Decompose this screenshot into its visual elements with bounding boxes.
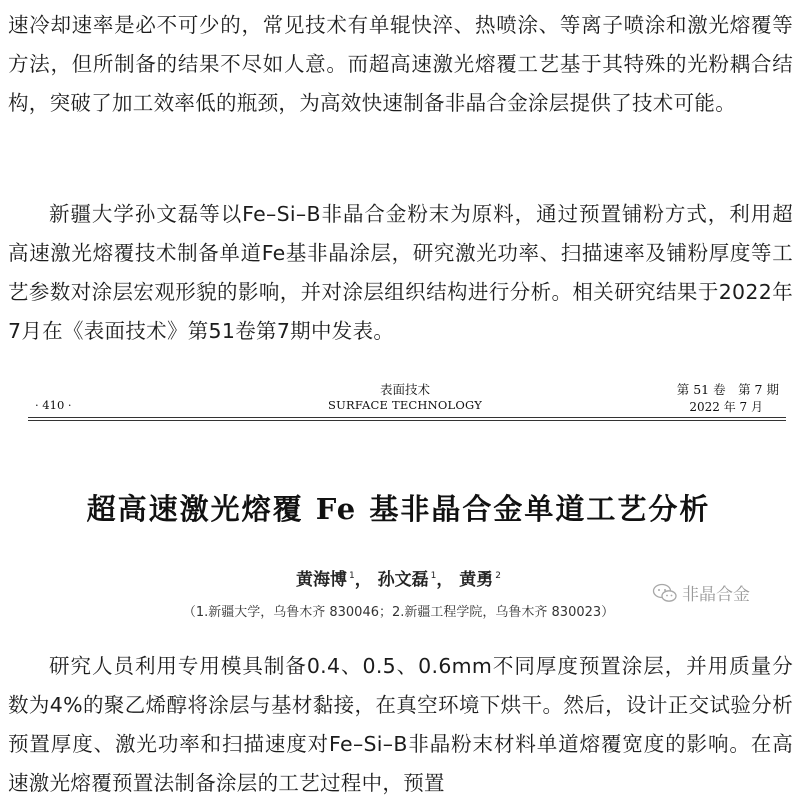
- watermark-text: 非晶合金: [682, 585, 750, 605]
- author-name: 黄勇: [459, 570, 494, 590]
- article-title: 超高速激光熔覆 Fe 基非晶合金单道工艺分析: [86, 492, 711, 526]
- author-name: 黄海博: [295, 570, 347, 590]
- author-affil-mark: 2: [495, 571, 502, 581]
- watermark: [652, 580, 750, 605]
- author-separator: ，: [436, 570, 454, 590]
- issue-date: 2022 年 7 月: [689, 400, 763, 414]
- research-summary-paragraph: 新疆大学孙文磊等以Fe–Si–B非晶合金粉末为原料，通过预置铺粉方式，利用超高速激光熔覆技术制备单道Fe基非晶涂层，研究激光功率、扫描速率及铺粉厚度等工艺参数对涂层宏观形貌的影响，并对涂层组织结构进行分析。相关研究结果于2022年7月在《表面技术》第51卷第7期中发表。: [8, 202, 793, 343]
- journal-name-cn: 表面技术: [379, 382, 430, 397]
- author-name: 孙文磊: [377, 570, 429, 590]
- journal-name-en: SURFACE TECHNOLOGY: [328, 398, 482, 412]
- author-affil-mark: 1: [348, 571, 355, 581]
- header-rule: [28, 417, 786, 418]
- wechat-icon: [652, 583, 678, 603]
- volume-issue: 第 51 卷 第 7 期: [676, 382, 779, 397]
- author-affil-mark: 1: [430, 571, 437, 581]
- header-rule: [28, 420, 786, 421]
- page-number: · 410 ·: [35, 398, 72, 412]
- method-paragraph: 研究人员利用专用模具制备0.4、0.5、0.6mm不同厚度预置涂层，并用质量分数为4%的聚乙烯醇将涂层与基材黏接，在真空环境下烘干。然后，设计正交试验分析预置厚度、激光功率和扫描速度对Fe–Si–B非晶粉末材料单道熔覆宽度的影响。在高速激光熔覆预置法制备涂层的工艺过程中，预置: [8, 654, 793, 795]
- author-separator: ，: [354, 570, 372, 590]
- intro-paragraph: 速冷却速率是必不可少的，常见技术有单辊快淬、热喷涂、等离子喷涂和激光熔覆等方法，但所制备的结果不尽如人意。而超高速激光熔覆工艺基于其特殊的光粉耦合结构，突破了加工效率低的瓶颈，为高效快速制备非晶合金涂层提供了技术可能。: [8, 13, 793, 115]
- journal-header: [25, 378, 785, 416]
- affiliations: （1.新疆大学，乌鲁木齐 830046；2.新疆工程学院，乌鲁木齐 830023）: [182, 605, 615, 620]
